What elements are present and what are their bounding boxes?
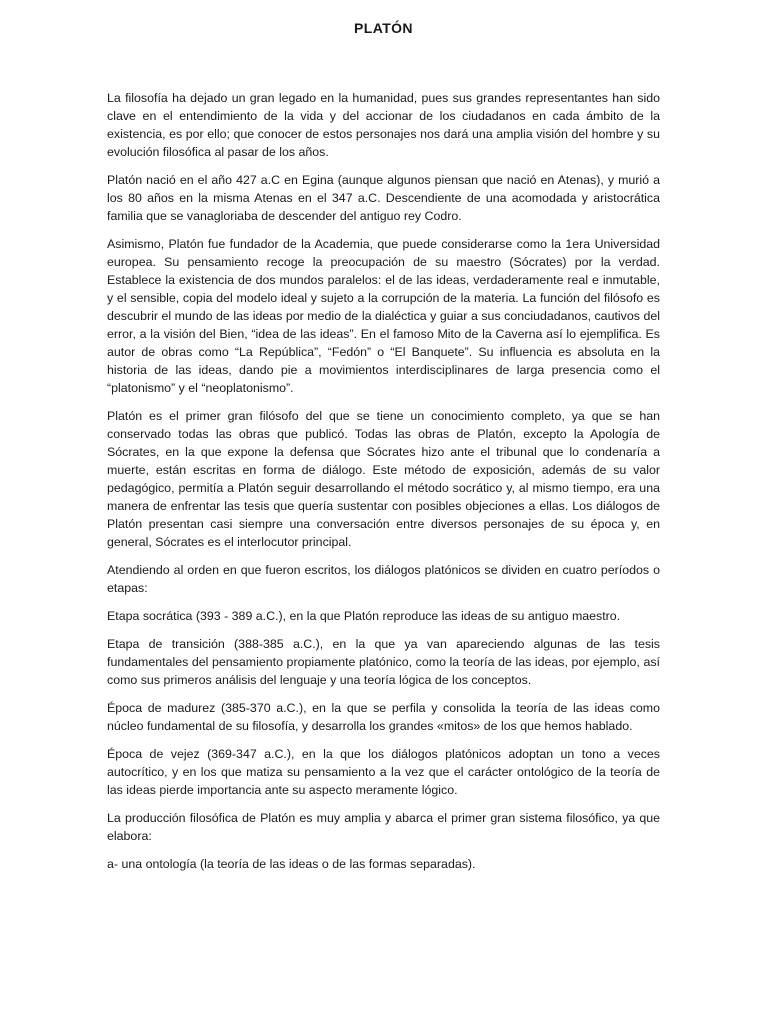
- paragraph-maturity-stage: Época de madurez (385-370 a.C.), en la que se perfila y consolida la teoría de las ideas como núcleo fundamental de su filosofía, y desarrolla los grandes «mitos» de los que hemos hablado.: [107, 701, 660, 733]
- paragraph-periods-intro: Atendiendo al orden en que fueron escritos, los diálogos platónicos se dividen en cuatro períodos o etapas:: [107, 563, 660, 595]
- paragraph-intro: La filosofía ha dejado un gran legado en la humanidad, pues sus grandes representantes han sido clave en el entendimiento de la vida y del accionar de los ciudadanos en cada ámbito de la existencia, es por ello; que conocer de estos personajes nos dará una amplia visión del hombre y su evolución filosófica al pasar de los años.: [107, 91, 660, 159]
- paragraph-birth: Platón nació en el año 427 a.C en Egina (aunque algunos piensan que nació en Atenas), y murió a los 80 años en la misma Atenas en el 347 a.C. Descendiente de una acomodada y aristocrática familia que se vanagloriaba de descender del antiguo rey Codro.: [107, 173, 660, 223]
- paragraph-production: La producción filosófica de Platón es muy amplia y abarca el primer gran sistema filosófico, ya que elabora:: [107, 811, 660, 843]
- paragraph-academy: Asimismo, Platón fue fundador de la Academia, que puede considerarse como la 1era Universidad europea. Su pensamiento recoge la preocupación de su maestro (Sócrates) por la verdad. Establece la existencia de dos mundos paralelos: el de las ideas, verdaderamente real e inmutable, y el sensible, copia del modelo ideal y sujeto a la corrupción de la materia. La función del filósofo es descubrir el mundo de las ideas por medio de la dialéctica y guiar a sus conciudadanos, cautivos del error, a la visión del Bien, “idea de las ideas”. En el famoso Mito de la Caverna así lo ejemplifica. Es autor de obras como “La República”, “Fedón” o “El Banquete”. Su influencia es absoluta en la historia de las ideas, dando pie a movimientos interdisciplinares de larga presencia como el “platonismo” y el “neoplatonismo”.: [107, 237, 660, 395]
- list-item-ontology: a- una ontología (la teoría de las ideas o de las formas separadas).: [107, 857, 476, 871]
- document-title: PLATÓN: [354, 20, 413, 36]
- paragraph-transition-stage: Etapa de transición (388-385 a.C.), en la que ya van apareciendo algunas de las tesis fundamentales del pensamiento propiamente platónico, como la teoría de las ideas, por ejemplo, así como sus primeros análisis del lenguaje y una teoría lógica de los conceptos.: [107, 637, 660, 687]
- paragraph-socratic-stage: Etapa socrática (393 - 389 a.C.), en la que Platón reproduce las ideas de su antiguo maestro.: [107, 609, 621, 623]
- paragraph-old-age-stage: Época de vejez (369-347 a.C.), en la que los diálogos platónicos adoptan un tono a veces autocrítico, y en los que matiza su pensamiento a la vez que el carácter ontológico de la teoría de las ideas pierde importancia ante su aspecto meramente lógico.: [107, 747, 660, 797]
- paragraph-dialogues: Platón es el primer gran filósofo del que se tiene un conocimiento completo, ya que se han conservado todas las obras que publicó. Todas las obras de Platón, excepto la Apología de Sócrates, en la que expone la defensa que Sócrates hizo ante el tribunal que lo condenaría a muerte, están escritas en forma de diálogo. Este método de exposición, además de su valor pedagógico, permitía a Platón seguir desarrollando el método socrático y, al mismo tiempo, era una manera de enfrentar las tesis que quería sustentar con posibles objeciones a ellas. Los diálogos de Platón presentan casi siempre una conversación entre diversos personajes de su época y, en general, Sócrates es el interlocutor principal.: [107, 409, 660, 549]
